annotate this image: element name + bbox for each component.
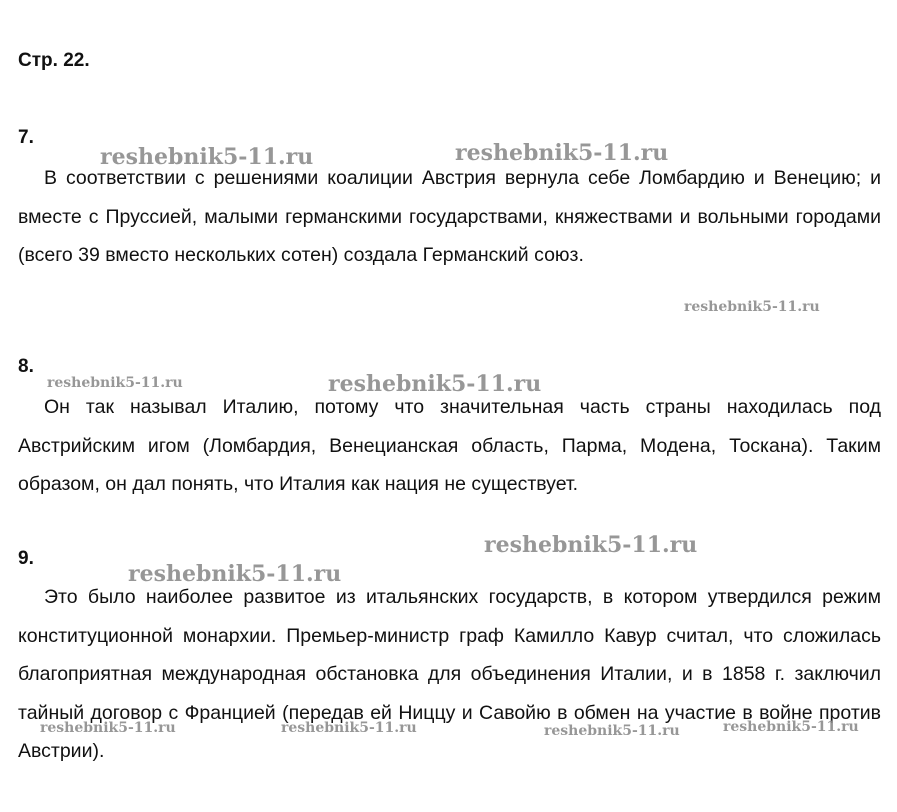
watermark: reshebnik5-11.ru [40, 720, 176, 736]
watermark: reshebnik5-11.ru [544, 723, 680, 739]
watermark: reshebnik5-11.ru [684, 299, 820, 315]
watermark: reshebnik5-11.ru [47, 375, 183, 391]
watermark: reshebnik5-11.ru [455, 140, 669, 166]
section-number-9: 9. [18, 548, 34, 569]
page-label: Стр. 22. [18, 50, 90, 71]
watermark: reshebnik5-11.ru [281, 720, 417, 736]
watermark: reshebnik5-11.ru [484, 532, 698, 558]
watermark: reshebnik5-11.ru [128, 561, 342, 587]
section-text-9: Это было наиболее развитое из итальянских государств, в котором утвердился режим конституционной монархии. Премьер-министр граф Камилло Кавур считал, что сложилась благоприятная международная обстановка для объединения Италии, и в 1858 г. заключил тайный договор с Францией (передав ей Ниццу и Савойю в обмен на участие в войне против Австрии). [18, 586, 881, 762]
section-text-7: В соответствии с решениями коалиции Австрия вернула себе Ломбардию и Венецию; и вместе с Пруссией, малыми германскими государствами, княжествами и вольными городами (всего 39 вместо нескольких сотен) создала Германский союз. [18, 167, 881, 266]
section-number-7: 7. [18, 127, 34, 148]
section-number-8: 8. [18, 356, 34, 377]
watermark: reshebnik5-11.ru [100, 144, 314, 170]
section-text-8: Он так называл Италию, потому что значительная часть страны находилась под Австрийским игом (Ломбардия, Венецианская область, Парма, Модена, Тоскана). Таким образом, он дал понять, что Италия как нация не существует. [18, 396, 881, 495]
watermark: reshebnik5-11.ru [328, 371, 542, 397]
watermark: reshebnik5-11.ru [723, 719, 859, 735]
